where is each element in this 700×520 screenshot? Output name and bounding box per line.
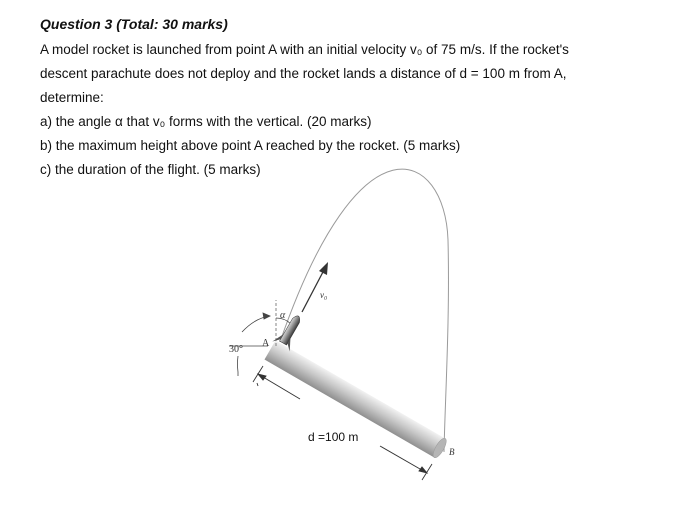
part-b-text: b) the maximum height above point A reached by the rocket. (5 marks)	[40, 138, 461, 153]
part-a-text: a) the angle α that v₀ forms with the vertical. (20 marks)	[40, 114, 372, 129]
incline-angle-label: 30°	[229, 344, 243, 355]
problem-statement-line-2: descent parachute does not deploy and the rocket lands a distance of d = 100 m from A,	[40, 66, 567, 81]
point-b-label: B	[449, 447, 455, 457]
velocity-arrow	[302, 262, 328, 312]
question-title: Question 3 (Total: 30 marks)	[40, 16, 228, 32]
problem-statement-line-3: determine:	[40, 90, 104, 105]
distance-label: d =100 m	[308, 430, 359, 444]
velocity-label: v₀	[320, 290, 328, 300]
part-c-text: c) the duration of the flight. (5 marks)	[40, 162, 261, 177]
alpha-label: α	[280, 310, 286, 321]
problem-statement-line-1: A model rocket is launched from point A with an initial velocity v₀ of 75 m/s. If the rocket's	[40, 42, 569, 57]
point-a-label: A	[262, 338, 270, 349]
